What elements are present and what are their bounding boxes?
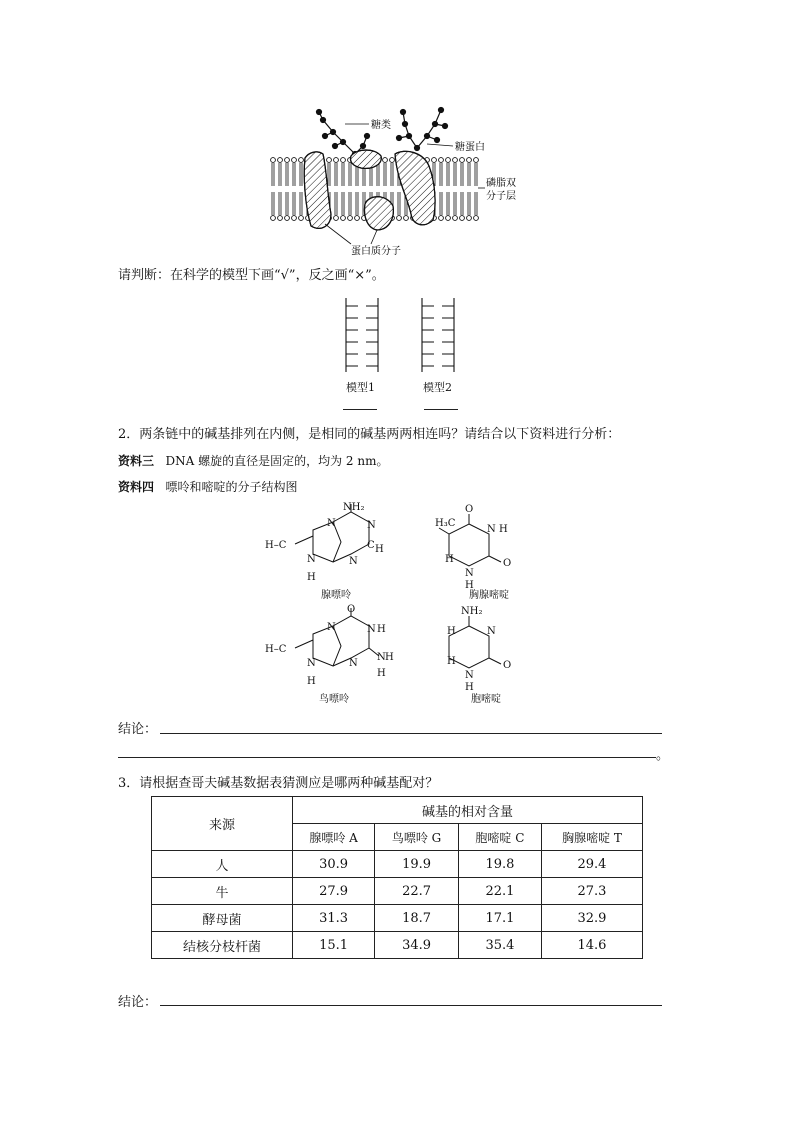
cytosine-o2: O — [503, 660, 512, 671]
guanine-n1: N — [367, 624, 376, 635]
cell-g: 18.7 — [375, 905, 459, 932]
guanine-o: O — [347, 604, 356, 615]
cell-c: 19.8 — [458, 851, 541, 878]
row-source: 牛 — [152, 878, 293, 905]
material-3-label: 资料三 — [118, 454, 155, 468]
cell-t: 27.3 — [541, 878, 642, 905]
sugar-chain-right — [397, 108, 448, 151]
adenine-n1: N — [367, 520, 376, 531]
label-phospholipid-2: 分子层 — [486, 191, 516, 202]
material-3 — [118, 452, 388, 469]
cell-g: 34.9 — [375, 932, 459, 959]
guanine-n-amine: N — [377, 652, 386, 663]
table-row — [152, 851, 643, 878]
cell-a: 27.9 — [293, 878, 375, 905]
guanine-n3: N — [349, 658, 358, 669]
material-4 — [118, 478, 297, 495]
thymine-name: 胸腺嘧啶 — [469, 590, 509, 601]
conclusion-answer-line-2[interactable] — [118, 757, 656, 758]
cell-a: 15.1 — [293, 932, 375, 959]
sugar-chain-left — [317, 110, 370, 157]
model2-answer-blank[interactable] — [424, 409, 458, 410]
cell-membrane-diagram — [265, 96, 540, 261]
conclusion-label-2: 结论： — [118, 995, 158, 1010]
header-col-g: 鸟嘌呤 G — [375, 824, 459, 851]
model1-label: 模型1 — [346, 381, 375, 394]
header-col-a: 腺嘌呤 A — [293, 824, 375, 851]
guanine-n7: N — [327, 622, 336, 633]
cytosine-nh2: NH₂ — [461, 606, 483, 617]
table-row — [152, 878, 643, 905]
material-3-text: DNA 螺旋的直径是固定的，均为 2 nm。 — [165, 454, 389, 468]
adenine-name: 腺嘌呤 — [321, 590, 351, 601]
dna-models — [330, 294, 470, 376]
cell-g: 22.7 — [375, 878, 459, 905]
cell-t: 32.9 — [541, 905, 642, 932]
thymine-n1: N — [465, 568, 474, 579]
adenine-nh2: NH₂ — [343, 502, 365, 513]
label-glycoprotein: 糖蛋白 — [455, 142, 485, 153]
cell-c: 35.4 — [458, 932, 541, 959]
guanine-h1: H — [377, 624, 386, 635]
conclusion-period: 。 — [656, 748, 670, 763]
chargaff-table — [151, 796, 643, 959]
cell-t: 29.4 — [541, 851, 642, 878]
table-row — [152, 932, 643, 959]
label-phospholipid-1: 磷脂双 — [486, 178, 516, 189]
cell-a: 30.9 — [293, 851, 375, 878]
guanine-h-amine-a: H — [385, 652, 394, 663]
row-source: 人 — [152, 851, 293, 878]
adenine-h2: H — [375, 544, 384, 555]
judge-instruction: 请判断：在科学的模型下画“√”，反之画“×”。 — [118, 268, 385, 283]
adenine-h9: H — [307, 572, 316, 583]
cell-t: 14.6 — [541, 932, 642, 959]
header-col-t: 胸腺嘧啶 T — [541, 824, 642, 851]
adenine-n9: N — [307, 554, 316, 565]
thymine-h1: H — [465, 580, 474, 591]
cytosine-h5: H — [447, 626, 456, 637]
conclusion-answer-line-1[interactable] — [160, 733, 662, 734]
guanine-h9: H — [307, 676, 316, 687]
guanine-h-c: H–C — [265, 644, 287, 655]
adenine-c2: C — [367, 540, 375, 551]
thymine-o4: O — [465, 504, 474, 515]
thymine-h3: H — [499, 524, 508, 535]
cell-g: 19.9 — [375, 851, 459, 878]
adenine-h-c: H–C — [265, 540, 287, 551]
row-source: 酵母菌 — [152, 905, 293, 932]
molecule-structures — [255, 500, 545, 710]
header-group: 碱基的相对含量 — [293, 797, 643, 824]
thymine-h3c: H₃C — [435, 518, 456, 529]
conclusion-label-1: 结论： — [118, 722, 158, 737]
label-protein: 蛋白质分子 — [351, 246, 401, 257]
question-3: 3．请根据查哥夫碱基数据表猜测应是哪两种碱基配对？ — [118, 776, 439, 791]
cell-a: 31.3 — [293, 905, 375, 932]
cytosine-n1: N — [465, 670, 474, 681]
thymine-o2: O — [503, 558, 512, 569]
guanine-h-amine-b: H — [377, 668, 386, 679]
cytosine-h6: H — [447, 656, 456, 667]
thymine-n3: N — [487, 524, 496, 535]
material-4-text: 嘌呤和嘧啶的分子结构图 — [165, 480, 298, 494]
label-sugar: 糖类 — [371, 120, 391, 131]
guanine-n9: N — [307, 658, 316, 669]
guanine-name: 鸟嘌呤 — [319, 694, 349, 705]
model2-label: 模型2 — [423, 381, 452, 394]
adenine-n7: N — [327, 518, 336, 529]
cytosine-n3: N — [487, 626, 496, 637]
table-row — [152, 905, 643, 932]
cell-c: 22.1 — [458, 878, 541, 905]
question-2: 2．两条链中的碱基排列在内侧，是相同的碱基两两相连吗？请结合以下资料进行分析： — [118, 427, 621, 442]
header-source: 来源 — [152, 797, 293, 851]
header-col-c: 胞嘧啶 C — [458, 824, 541, 851]
model1-answer-blank[interactable] — [343, 409, 377, 410]
membrane-proteins — [304, 150, 435, 230]
row-source: 结核分枝杆菌 — [152, 932, 293, 959]
cell-c: 17.1 — [458, 905, 541, 932]
cytosine-name: 胞嘧啶 — [471, 694, 501, 705]
thymine-h6: H — [445, 554, 454, 565]
adenine-n3: N — [349, 556, 358, 567]
material-4-label: 资料四 — [118, 480, 155, 494]
cytosine-h1: H — [465, 682, 474, 693]
conclusion-answer-line-3[interactable] — [160, 1005, 662, 1006]
